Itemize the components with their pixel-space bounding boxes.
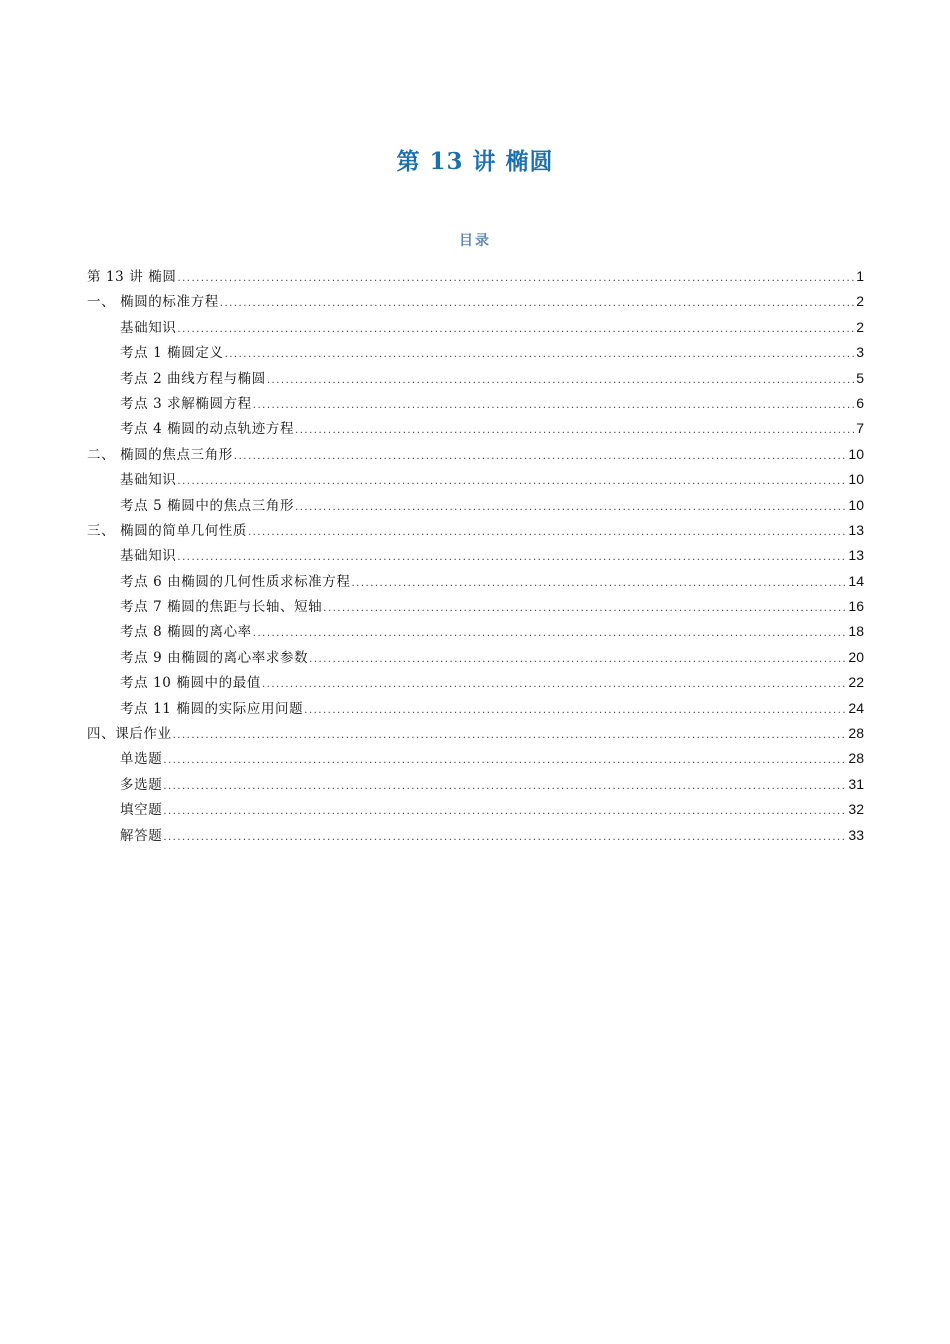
toc-entry[interactable]: [87, 416, 864, 441]
toc-entry[interactable]: [87, 619, 864, 644]
table-of-contents: [87, 264, 864, 848]
toc-entry-label: 考点 8 椭圆的离心率: [120, 624, 252, 641]
toc-dot-leader: [295, 418, 855, 443]
toc-dot-leader: [177, 545, 847, 570]
toc-entry-label: 考点 2 曲线方程与椭圆: [120, 370, 266, 387]
toc-page-number: 18: [848, 623, 864, 640]
toc-entry[interactable]: [87, 366, 864, 391]
toc-dot-leader: [220, 291, 855, 316]
toc-entry-label: 二、 椭圆的焦点三角形: [87, 446, 233, 463]
toc-page-number: 28: [848, 725, 864, 742]
toc-dot-leader: [248, 520, 847, 545]
toc-entry-label: 考点 11 椭圆的实际应用问题: [120, 700, 304, 717]
toc-page-number: 10: [848, 496, 864, 513]
toc-heading: 目录: [459, 233, 491, 249]
toc-entry[interactable]: [87, 696, 864, 721]
toc-entry-label: 考点 7 椭圆的焦距与长轴、短轴: [120, 599, 323, 616]
toc-page-number: 6: [856, 394, 864, 411]
toc-page-number: 5: [856, 369, 864, 386]
toc-entry-label: 单选题: [120, 751, 163, 768]
toc-dot-leader: [163, 774, 847, 799]
toc-entry-label: 考点 4 椭圆的动点轨迹方程: [120, 421, 295, 438]
toc-entry-label: 填空题: [120, 802, 163, 819]
toc-page-number: 10: [848, 445, 864, 462]
toc-entry[interactable]: [87, 315, 864, 340]
toc-entry-label: 基础知识: [120, 319, 177, 336]
toc-entry[interactable]: [87, 670, 864, 695]
toc-page-number: 32: [848, 801, 864, 818]
toc-page-number: 16: [848, 598, 864, 615]
toc-entry[interactable]: [87, 746, 864, 771]
toc-entry[interactable]: [87, 772, 864, 797]
toc-page-number: 28: [848, 750, 864, 767]
toc-page-number: 1: [856, 268, 864, 284]
toc-dot-leader: [309, 647, 847, 672]
toc-dot-leader: [253, 621, 848, 646]
toc-dot-leader: [177, 266, 855, 291]
toc-entry[interactable]: [87, 467, 864, 492]
toc-page-number: 10: [848, 471, 864, 488]
toc-entry[interactable]: [87, 493, 864, 518]
toc-entry-label: 考点 6 由椭圆的几何性质求标准方程: [120, 573, 351, 590]
toc-entry-label: 基础知识: [120, 472, 177, 489]
toc-dot-leader: [177, 317, 855, 342]
toc-page-number: 14: [848, 572, 864, 589]
toc-dot-leader: [234, 444, 848, 469]
toc-page-number: 2: [856, 293, 864, 310]
toc-page-number: 3: [856, 344, 864, 361]
toc-entry[interactable]: [87, 569, 864, 594]
toc-dot-leader: [163, 799, 847, 824]
toc-entry[interactable]: [87, 518, 864, 543]
toc-page-number: 13: [848, 521, 864, 538]
toc-page-number: 33: [848, 826, 864, 843]
toc-entry[interactable]: [87, 721, 864, 746]
toc-dot-leader: [253, 393, 855, 418]
toc-entry-label: 多选题: [120, 776, 163, 793]
toc-entry-label: 考点 10 椭圆中的最值: [120, 675, 261, 692]
toc-page-number: 24: [848, 699, 864, 716]
toc-entry[interactable]: [87, 442, 864, 467]
toc-entry-label: 考点 3 求解椭圆方程: [120, 395, 252, 412]
toc-entry-label: 解答题: [120, 827, 163, 844]
toc-entry-label: 考点 5 椭圆中的焦点三角形: [120, 497, 295, 514]
toc-entry-label: 基础知识: [120, 548, 177, 565]
toc-page-number: 13: [848, 547, 864, 564]
toc-dot-leader: [163, 825, 847, 850]
toc-entry-label: 考点 1 椭圆定义: [120, 345, 224, 362]
toc-dot-leader: [351, 571, 847, 596]
toc-entry-label: 第 13 讲 椭圆: [87, 269, 177, 285]
toc-dot-leader: [163, 748, 847, 773]
toc-entry[interactable]: [87, 823, 864, 848]
toc-entry[interactable]: [87, 645, 864, 670]
toc-entry[interactable]: [87, 543, 864, 568]
toc-dot-leader: [267, 368, 855, 393]
toc-entry-label: 三、 椭圆的简单几何性质: [87, 522, 247, 539]
toc-entry[interactable]: [87, 340, 864, 365]
toc-page-number: 20: [848, 648, 864, 665]
toc-entry[interactable]: [87, 594, 864, 619]
toc-dot-leader: [295, 495, 847, 520]
toc-dot-leader: [173, 723, 848, 748]
toc-entry[interactable]: [87, 289, 864, 314]
toc-entry[interactable]: [87, 391, 864, 416]
toc-page-number: 31: [848, 775, 864, 792]
toc-dot-leader: [177, 469, 847, 494]
toc-dot-leader: [262, 672, 847, 697]
toc-page-number: 22: [848, 674, 864, 691]
page-title: 第 13 讲 椭圆: [396, 148, 554, 175]
toc-entry-label: 一、 椭圆的标准方程: [87, 294, 219, 311]
toc-page-number: 7: [856, 420, 864, 437]
toc-entry[interactable]: [87, 797, 864, 822]
toc-entry-label: 四、课后作业: [87, 726, 172, 743]
toc-dot-leader: [323, 596, 847, 621]
toc-entry[interactable]: [87, 264, 864, 289]
toc-dot-leader: [225, 342, 856, 367]
toc-entry-label: 考点 9 由椭圆的离心率求参数: [120, 649, 309, 666]
toc-page-number: 2: [856, 318, 864, 335]
toc-dot-leader: [304, 698, 847, 723]
